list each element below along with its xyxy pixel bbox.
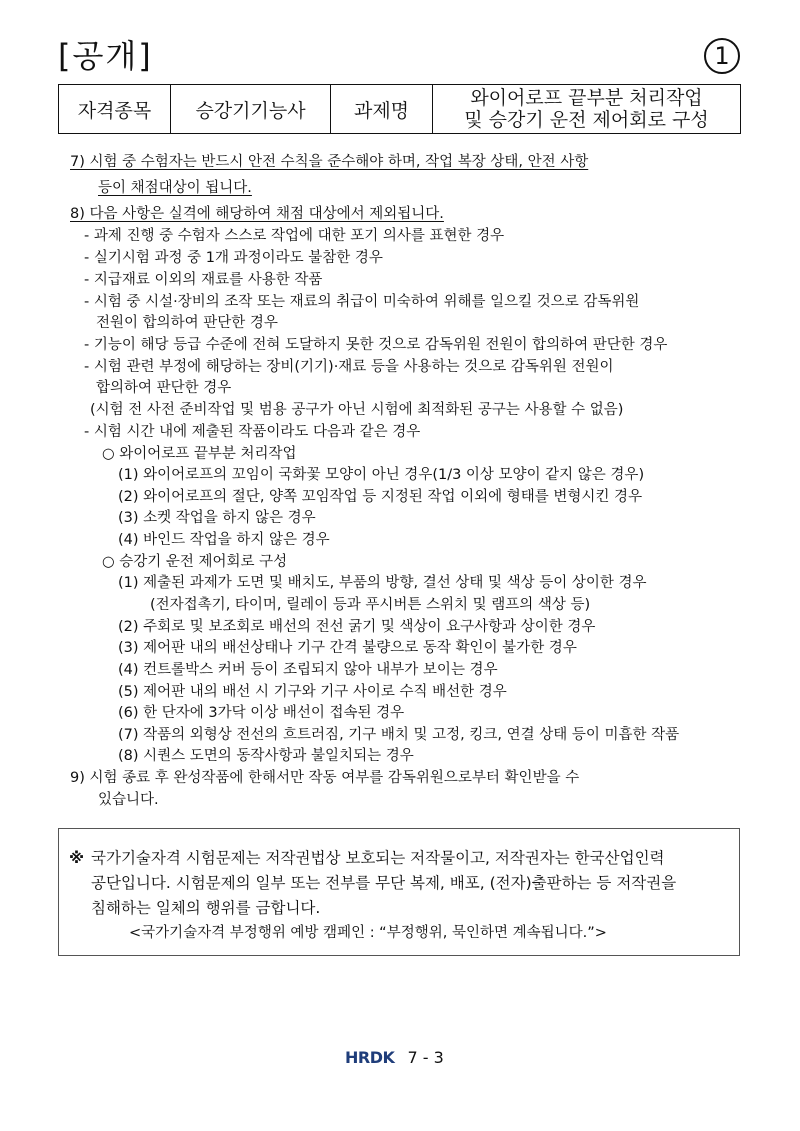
list-item: (전자접촉기, 타이머, 릴레이 등과 푸시버튼 스위치 및 램프의 색상 등) bbox=[150, 597, 591, 613]
list-item: - 과제 진행 중 수험자 스스로 작업에 대한 포기 의사를 표현한 경우 bbox=[84, 228, 505, 244]
item-8-heading: 8) 다음 사항은 실격에 해당하여 채점 대상에서 제외됩니다. bbox=[70, 206, 444, 222]
list-item: (4) 컨트롤박스 커버 등이 조립되지 않아 내부가 보이는 경우 bbox=[118, 662, 498, 678]
list-item: (시험 전 사전 준비작업 및 범용 공구가 아닌 시험에 최적화된 공구는 사용할 수 없음) bbox=[90, 402, 624, 418]
list-item: (3) 제어판 내의 배선상태나 기구 간격 불량으로 동작 확인이 불가한 경우 bbox=[118, 640, 577, 656]
task-value bbox=[433, 85, 741, 134]
list-item: (4) 바인드 작업을 하지 않은 경우 bbox=[118, 532, 330, 548]
notice-mark: ※ bbox=[69, 849, 85, 867]
field-value: 승강기기능사 bbox=[171, 85, 331, 134]
page-number: 7 - 3 bbox=[407, 1048, 444, 1067]
sub-heading: ○ 승강기 운전 제어회로 구성 bbox=[102, 554, 288, 570]
hrdk-logo: HRDK bbox=[345, 1048, 395, 1067]
list-item: - 시험 중 시설·장비의 조작 또는 재료의 취급이 미숙하여 위해를 일으킬 것으로 감독위원 bbox=[84, 294, 640, 310]
notice-line3: 침해하는 일체의 행위를 금합니다. bbox=[91, 899, 321, 917]
list-item: - 기능이 해당 등급 수준에 전혀 도달하지 못한 것으로 감독위원 전원이 합의하여 판단한 경우 bbox=[84, 337, 668, 353]
item-9-line2: 있습니다. bbox=[98, 792, 159, 808]
item-9-line1: 9) 시험 종료 후 완성작품에 한해서만 작동 여부를 감독위원으로부터 확인받을 수 bbox=[70, 770, 580, 786]
exam-info-table bbox=[58, 84, 741, 134]
item-7-line1: 7) 시험 중 수험자는 반드시 안전 수칙을 준수해야 하며, 작업 복장 상태, 안전 사항 bbox=[70, 154, 589, 170]
list-item: (3) 소켓 작업을 하지 않은 경우 bbox=[118, 510, 316, 526]
list-item: (5) 제어판 내의 배선 시 기구와 기구 사이로 수직 배선한 경우 bbox=[118, 684, 507, 700]
list-item: (2) 와이어로프의 절단, 양쪽 꼬임작업 등 지정된 작업 이외에 형태를 변형시킨 경우 bbox=[118, 489, 643, 505]
list-item: (6) 한 단자에 3가닥 이상 배선이 접속된 경우 bbox=[118, 705, 405, 721]
list-item: (8) 시퀀스 도면의 동작사항과 불일치되는 경우 bbox=[118, 748, 414, 764]
task-label: 과제명 bbox=[331, 85, 433, 134]
list-item: 합의하여 판단한 경우 bbox=[96, 380, 232, 396]
notice-line1: 국가기술자격 시험문제는 저작권법상 보호되는 저작물이고, 저작권자는 한국산업인력 bbox=[91, 849, 665, 867]
list-item: - 시험 시간 내에 제출된 작품이라도 다음과 같은 경우 bbox=[84, 424, 421, 440]
public-tag: [공개] bbox=[58, 37, 153, 75]
list-item: (2) 주회로 및 보조회로 배선의 전선 굵기 및 색상이 요구사항과 상이한 경우 bbox=[118, 619, 596, 635]
list-item: - 실기시험 과정 중 1개 과정이라도 불참한 경우 bbox=[84, 250, 383, 266]
list-item: (1) 제출된 과제가 도면 및 배치도, 부품의 방향, 결선 상태 및 색상 등이 상이한 경우 bbox=[118, 575, 647, 591]
sub-heading: ○ 와이어로프 끝부분 처리작업 bbox=[102, 446, 297, 462]
list-item: (7) 작품의 외형상 전선의 흐트러짐, 기구 배치 및 고정, 킹크, 연결 상태 등이 미흡한 작품 bbox=[118, 727, 680, 743]
list-item: (1) 와이어로프의 꼬임이 국화꽃 모양이 아닌 경우(1/3 이상 모양이 같지 않은 경우) bbox=[118, 467, 645, 483]
notice-line2: 공단입니다. 시험문제의 일부 또는 전부를 무단 복제, 배포, (전자)출판하는 등 저작권을 bbox=[91, 874, 677, 892]
task-value-line2: 및 승강기 운전 제어회로 구성 bbox=[464, 109, 709, 131]
notice-campaign: <국가기술자격 부정행위 예방 캠페인 : “부정행위, 묵인하면 계속됩니다.”> bbox=[129, 925, 607, 941]
field-label: 자격종목 bbox=[59, 85, 171, 134]
section-number: 1 bbox=[704, 38, 740, 74]
item-7-line2: 등이 채점대상이 됩니다. bbox=[98, 180, 252, 196]
copyright-notice bbox=[58, 828, 740, 956]
page-footer bbox=[345, 1048, 444, 1067]
list-item: - 지급재료 이외의 재료를 사용한 작품 bbox=[84, 272, 323, 288]
task-value-line1: 와이어로프 끝부분 처리작업 bbox=[470, 87, 703, 109]
list-item: 전원이 합의하여 판단한 경우 bbox=[96, 315, 278, 331]
list-item: - 시험 관련 부정에 해당하는 장비(기기)·재료 등을 사용하는 것으로 감독위원 전원이 bbox=[84, 359, 614, 375]
